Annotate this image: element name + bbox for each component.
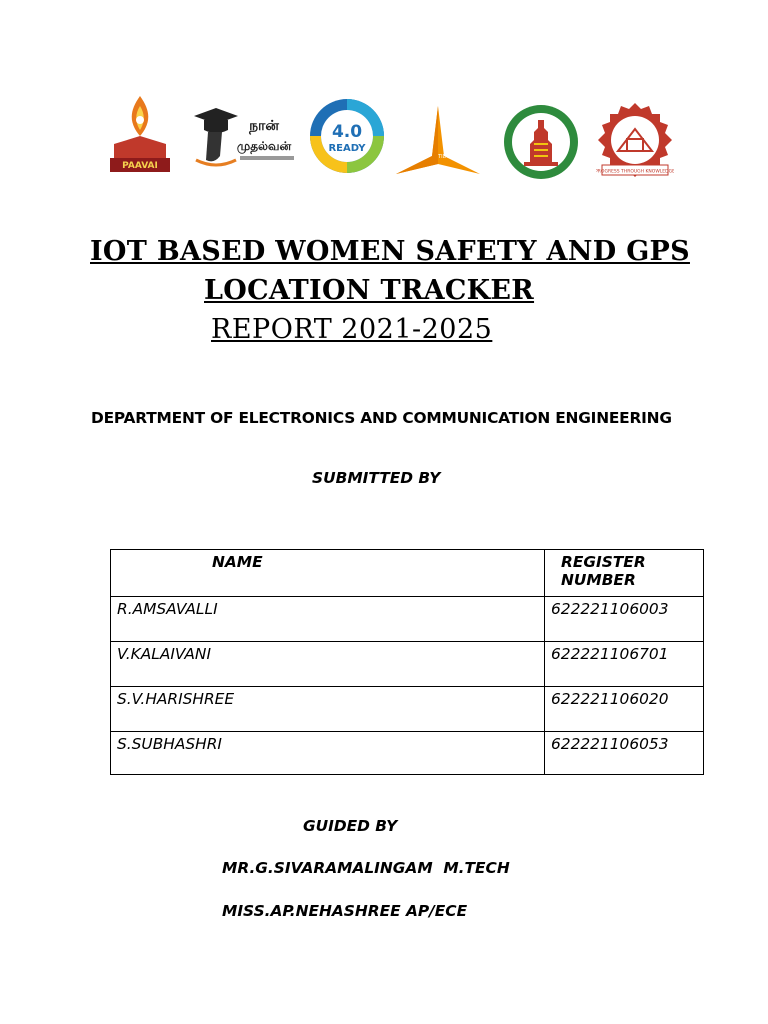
member-name: S.V.HARISHREE xyxy=(111,687,545,732)
report-title-line-2: LOCATION TRACKER xyxy=(204,275,535,306)
svg-text:நான்: நான் xyxy=(249,118,279,134)
member-name: S.SUBHASHRI xyxy=(111,732,545,775)
naan-mudhalvan-logo xyxy=(190,104,298,170)
report-title-line-1: IOT BASED WOMEN SAFETY AND GPS xyxy=(90,236,690,267)
svg-text:READY: READY xyxy=(328,143,366,154)
member-name: R.AMSAVALLI xyxy=(111,597,545,642)
tamil-nadu-govt-emblem xyxy=(500,104,582,180)
member-register-number: 622221106003 xyxy=(545,597,704,642)
svg-text:முதல்வன்: முதல்வன் xyxy=(236,139,292,153)
svg-text:TIDCO: TIDCO xyxy=(438,154,454,160)
table-row xyxy=(111,642,704,687)
report-years: REPORT 2021-2025 xyxy=(211,314,493,345)
member-register-number: 622221106020 xyxy=(545,687,704,732)
register-number-column-header: REGISTER NUMBER xyxy=(545,550,704,597)
department-heading: DEPARTMENT OF ELECTRONICS AND COMMUNICATION ENGINEERING xyxy=(91,409,672,427)
submitted-by-label: SUBMITTED BY xyxy=(312,469,441,487)
member-register-number: 622221106053 xyxy=(545,732,704,775)
tidco-logo xyxy=(394,104,482,176)
guide-name: MR.G.SIVARAMALINGAM M.TECH xyxy=(222,859,510,877)
member-name: V.KALAIVANI xyxy=(111,642,545,687)
industry-4-0-ready-logo xyxy=(303,97,391,175)
table-header-row xyxy=(111,550,704,597)
svg-text:PAAVAI: PAAVAI xyxy=(122,161,158,171)
guide-name: MISS.AP.NEHASHREE AP/ECE xyxy=(222,902,468,920)
members-table xyxy=(110,549,704,775)
member-register-number: 622221106701 xyxy=(545,642,704,687)
name-column-header: NAME xyxy=(111,550,545,597)
guided-by-label: GUIDED BY xyxy=(303,817,398,835)
table-row xyxy=(111,687,704,732)
svg-text:4.0: 4.0 xyxy=(331,122,363,142)
svg-text:PROGRESS THROUGH KNOWLEDGE: PROGRESS THROUGH KNOWLEDGE xyxy=(596,169,674,175)
table-row xyxy=(111,597,704,642)
table-row xyxy=(111,732,704,775)
paavai-logo xyxy=(106,92,174,176)
anna-university-logo xyxy=(596,101,674,179)
